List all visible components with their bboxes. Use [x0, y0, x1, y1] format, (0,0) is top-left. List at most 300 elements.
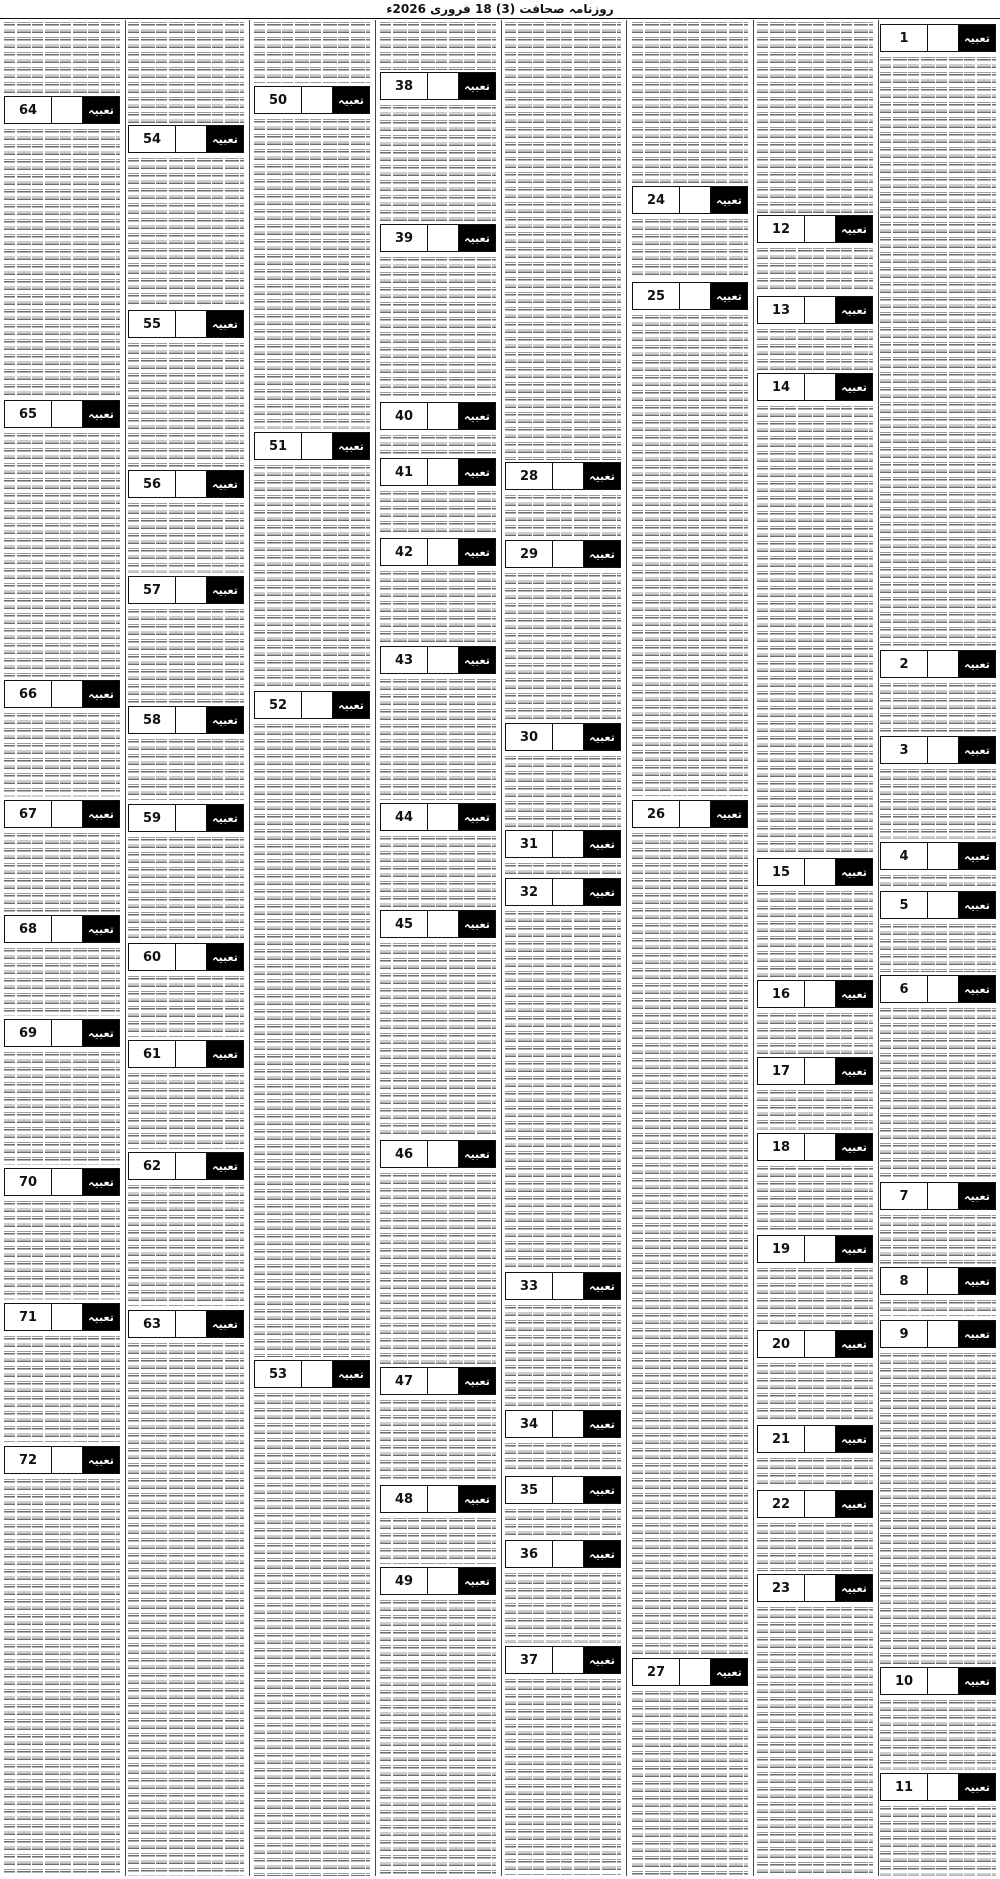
blank-cell [176, 126, 207, 152]
notice-number-box [505, 1272, 621, 1300]
notice-tag-label: تعبیہ [459, 911, 495, 937]
notice-tag-label: تعبیہ [711, 187, 747, 213]
blank-cell [553, 1411, 584, 1437]
notice-number-box [505, 1476, 621, 1504]
notice-tag-label: تعبیہ [959, 1268, 995, 1294]
article-text-block [505, 1571, 621, 1643]
notice-number-box [505, 830, 621, 858]
notice-number-box [757, 1057, 873, 1085]
blank-cell [680, 187, 711, 213]
notice-number: 25 [633, 283, 680, 309]
blank-cell [302, 433, 333, 459]
article-text-block [757, 246, 873, 293]
article-column [630, 20, 750, 1876]
article-column [252, 20, 372, 1876]
blank-cell [52, 1304, 83, 1330]
notice-number-box [380, 803, 496, 831]
notice-number: 48 [381, 1486, 428, 1512]
notice-number: 43 [381, 647, 428, 673]
notice-number-box [4, 800, 120, 828]
blank-cell [928, 1668, 959, 1694]
notice-tag-label: تعبیہ [459, 647, 495, 673]
notice-number-box [757, 373, 873, 401]
blank-cell [553, 724, 584, 750]
article-text-block [4, 1199, 120, 1300]
notice-number: 68 [5, 916, 52, 942]
blank-cell [176, 944, 207, 970]
notice-number: 52 [255, 692, 302, 718]
blank-cell [805, 1575, 836, 1601]
notice-number: 19 [758, 1236, 805, 1262]
article-text-block [880, 1804, 996, 1876]
notice-number-box [757, 1235, 873, 1263]
masthead: روزنامہ صحافت (3) 18 فروری 2026ء [0, 0, 1000, 19]
notice-number: 12 [758, 216, 805, 242]
notice-tag-label: تعبیہ [959, 1668, 995, 1694]
notice-tag-label: تعبیہ [836, 1236, 872, 1262]
blank-cell [553, 1647, 584, 1673]
notice-number-box [128, 125, 244, 153]
notice-tag-label: تعبیہ [207, 944, 243, 970]
notice-number-box [757, 858, 873, 886]
article-text-block [128, 1071, 244, 1149]
article-text-block [380, 103, 496, 221]
article-text-block [380, 1516, 496, 1564]
blank-cell [680, 1659, 711, 1685]
blank-cell [428, 1141, 459, 1167]
notice-number: 61 [129, 1041, 176, 1067]
notice-number-box [4, 680, 120, 708]
notice-number-box [128, 943, 244, 971]
blank-cell [176, 1311, 207, 1337]
blank-cell [928, 737, 959, 763]
article-text-block [128, 1341, 244, 1876]
article-text-block [757, 1521, 873, 1571]
notice-number: 44 [381, 804, 428, 830]
article-text-block [757, 1456, 873, 1487]
notice-number: 9 [881, 1321, 928, 1347]
blank-cell [52, 1169, 83, 1195]
blank-cell [52, 801, 83, 827]
column-divider [375, 20, 376, 1876]
notice-tag-label: تعبیہ [959, 976, 995, 1002]
notice-tag-label: تعبیہ [711, 283, 747, 309]
article-text-block [380, 20, 496, 70]
notice-number-box [380, 1485, 496, 1513]
notice-number-box [4, 915, 120, 943]
notice-number: 36 [506, 1541, 553, 1567]
notice-number-box [880, 1182, 996, 1210]
notice-number-box [380, 910, 496, 938]
notice-number: 45 [381, 911, 428, 937]
article-text-block [254, 20, 370, 84]
notice-tag-label: تعبیہ [459, 804, 495, 830]
article-text-block [128, 974, 244, 1037]
blank-cell [52, 97, 83, 123]
blank-cell [428, 459, 459, 485]
blank-cell [52, 681, 83, 707]
notice-tag-label: تعبیہ [333, 692, 369, 718]
blank-cell [928, 843, 959, 869]
notice-number: 11 [881, 1774, 928, 1800]
notice-tag-label: تعبیہ [83, 1020, 119, 1046]
article-text-block [880, 1006, 996, 1179]
notice-number: 53 [255, 1361, 302, 1387]
article-text-block [128, 341, 244, 467]
notice-number: 49 [381, 1568, 428, 1594]
notice-number-box [880, 736, 996, 764]
notice-number-box [757, 215, 873, 243]
notice-number: 18 [758, 1134, 805, 1160]
notice-tag-label: تعبیہ [584, 879, 620, 905]
notice-number: 71 [5, 1304, 52, 1330]
notice-number-box [128, 1152, 244, 1180]
article-text-block [128, 501, 244, 573]
article-text-block [757, 1266, 873, 1327]
article-text-block [757, 1164, 873, 1232]
notice-number-box [757, 296, 873, 324]
blank-cell [302, 1361, 333, 1387]
article-text-block [254, 117, 370, 429]
notice-number-box [380, 72, 496, 100]
notice-number: 22 [758, 1491, 805, 1517]
article-text-block [380, 255, 496, 399]
article-text-block [632, 831, 748, 1655]
notice-number: 54 [129, 126, 176, 152]
blank-cell [428, 1368, 459, 1394]
notice-number-box [254, 1360, 370, 1388]
notice-number-box [757, 1574, 873, 1602]
blank-cell [680, 801, 711, 827]
article-text-block [380, 1398, 496, 1482]
notice-number: 31 [506, 831, 553, 857]
article-text-block [757, 404, 873, 855]
notice-number: 51 [255, 433, 302, 459]
blank-cell [176, 577, 207, 603]
notice-number-box [632, 800, 748, 828]
blank-cell [680, 283, 711, 309]
notice-number-box [4, 1303, 120, 1331]
notice-tag-label: تعبیہ [207, 707, 243, 733]
blank-cell [928, 1268, 959, 1294]
notice-tag-label: تعبیہ [207, 1041, 243, 1067]
notice-number: 70 [5, 1169, 52, 1195]
notice-tag-label: تعبیہ [207, 805, 243, 831]
blank-cell [805, 297, 836, 323]
notice-number: 7 [881, 1183, 928, 1209]
article-text-block [757, 20, 873, 213]
notice-tag-label: تعبیہ [584, 1477, 620, 1503]
notice-tag-label: تعبیہ [959, 892, 995, 918]
blank-cell [805, 374, 836, 400]
notice-tag-label: تعبیہ [836, 297, 872, 323]
notice-number-box [632, 186, 748, 214]
column-divider [501, 20, 502, 1876]
column-divider [878, 20, 879, 1876]
article-text-block [757, 1361, 873, 1422]
notice-number-box [632, 1658, 748, 1686]
blank-cell [553, 541, 584, 567]
notice-number: 59 [129, 805, 176, 831]
notice-number: 38 [381, 73, 428, 99]
notice-tag-label: تعبیہ [333, 1361, 369, 1387]
notice-number: 34 [506, 1411, 553, 1437]
notice-number: 39 [381, 225, 428, 251]
notice-number: 57 [129, 577, 176, 603]
notice-number-box [4, 1446, 120, 1474]
article-column [2, 20, 122, 1876]
notice-number: 21 [758, 1426, 805, 1452]
article-text-block [505, 20, 621, 460]
notice-number: 58 [129, 707, 176, 733]
article-text-block [505, 1441, 621, 1473]
notice-number: 35 [506, 1477, 553, 1503]
notice-number: 69 [5, 1020, 52, 1046]
notice-tag-label: تعبیہ [959, 1183, 995, 1209]
notice-number-box [380, 538, 496, 566]
blank-cell [928, 1183, 959, 1209]
article-text-block [880, 1298, 996, 1317]
notice-number-box [880, 1773, 996, 1801]
article-text-block [880, 922, 996, 972]
notice-number-box [4, 400, 120, 428]
article-text-block [128, 835, 244, 940]
notice-number-box [757, 1330, 873, 1358]
notice-number: 28 [506, 463, 553, 489]
article-text-block [505, 909, 621, 1269]
notice-number-box [632, 282, 748, 310]
notice-number: 47 [381, 1368, 428, 1394]
notice-number: 66 [5, 681, 52, 707]
notice-number: 14 [758, 374, 805, 400]
article-text-block [632, 20, 748, 184]
blank-cell [805, 216, 836, 242]
article-text-block [505, 1507, 621, 1537]
article-text-block [757, 1011, 873, 1054]
notice-number: 41 [381, 459, 428, 485]
notice-number-box [4, 96, 120, 124]
notice-tag-label: تعبیہ [459, 73, 495, 99]
notice-tag-label: تعبیہ [83, 916, 119, 942]
article-text-block [128, 607, 244, 703]
article-text-block [4, 1334, 120, 1443]
blank-cell [428, 804, 459, 830]
notice-tag-label: تعبیہ [584, 463, 620, 489]
article-column [503, 20, 623, 1876]
notice-number: 23 [758, 1575, 805, 1601]
notice-number: 33 [506, 1273, 553, 1299]
blank-cell [928, 1774, 959, 1800]
blank-cell [553, 879, 584, 905]
notice-number: 40 [381, 403, 428, 429]
notice-tag-label: تعبیہ [207, 311, 243, 337]
blank-cell [553, 1273, 584, 1299]
notice-number: 4 [881, 843, 928, 869]
notice-number: 10 [881, 1668, 928, 1694]
notice-tag-label: تعبیہ [83, 97, 119, 123]
article-text-block [505, 754, 621, 827]
article-text-block [505, 1303, 621, 1407]
blank-cell [176, 311, 207, 337]
article-column [126, 20, 246, 1876]
notice-number: 30 [506, 724, 553, 750]
article-text-block [632, 217, 748, 279]
notice-number-box [254, 691, 370, 719]
notice-tag-label: تعبیہ [333, 433, 369, 459]
blank-cell [176, 707, 207, 733]
notice-number: 50 [255, 87, 302, 113]
article-text-block [505, 493, 621, 537]
notice-number-box [757, 980, 873, 1008]
blank-cell [176, 1041, 207, 1067]
article-text-block [380, 834, 496, 907]
notice-number: 29 [506, 541, 553, 567]
notice-number-box [128, 576, 244, 604]
notice-tag-label: تعبیہ [584, 1647, 620, 1673]
notice-number: 16 [758, 981, 805, 1007]
notice-number-box [880, 975, 996, 1003]
blank-cell [428, 1568, 459, 1594]
article-text-block [254, 1391, 370, 1876]
notice-number: 56 [129, 471, 176, 497]
notice-tag-label: تعبیہ [459, 1486, 495, 1512]
blank-cell [176, 805, 207, 831]
article-text-block [380, 1171, 496, 1364]
notice-tag-label: تعبیہ [83, 1304, 119, 1330]
notice-number-box [128, 706, 244, 734]
notice-tag-label: تعبیہ [959, 1321, 995, 1347]
blank-cell [553, 463, 584, 489]
blank-cell [52, 1020, 83, 1046]
notice-number-box [880, 1267, 996, 1295]
blank-cell [302, 692, 333, 718]
notice-number-box [505, 723, 621, 751]
article-text-block [880, 55, 996, 647]
notice-tag-label: تعبیہ [459, 1141, 495, 1167]
notice-tag-label: تعبیہ [459, 1568, 495, 1594]
blank-cell [805, 1134, 836, 1160]
notice-number: 60 [129, 944, 176, 970]
article-text-block [757, 889, 873, 977]
blank-cell [553, 1477, 584, 1503]
notice-tag-label: تعبیہ [584, 1273, 620, 1299]
article-text-block [128, 156, 244, 307]
notice-number-box [380, 646, 496, 674]
article-text-block [880, 767, 996, 839]
article-text-block [880, 873, 996, 888]
notice-number-box [128, 470, 244, 498]
notice-tag-label: تعبیہ [584, 541, 620, 567]
notice-tag-label: تعبیہ [83, 801, 119, 827]
notice-number-box [757, 1133, 873, 1161]
notice-number: 65 [5, 401, 52, 427]
blank-cell [428, 539, 459, 565]
notice-number-box [880, 842, 996, 870]
notice-tag-label: تعبیہ [836, 1575, 872, 1601]
notice-tag-label: تعبیہ [459, 459, 495, 485]
notice-number-box [505, 1410, 621, 1438]
article-text-block [4, 1477, 120, 1876]
article-text-block [4, 831, 120, 912]
notice-tag-label: تعبیہ [83, 681, 119, 707]
blank-cell [805, 1426, 836, 1452]
notice-tag-label: تعبیہ [959, 1774, 995, 1800]
notice-number-box [380, 1140, 496, 1168]
notice-tag-label: تعبیہ [836, 859, 872, 885]
article-text-block [757, 327, 873, 370]
notice-tag-label: تعبیہ [959, 737, 995, 763]
notice-number: 63 [129, 1311, 176, 1337]
notice-number: 62 [129, 1153, 176, 1179]
notice-tag-label: تعبیہ [959, 25, 995, 51]
article-text-block [254, 722, 370, 1357]
article-column [878, 20, 998, 1876]
notice-tag-label: تعبیہ [584, 831, 620, 857]
notice-number: 13 [758, 297, 805, 323]
notice-tag-label: تعبیہ [83, 401, 119, 427]
notice-tag-label: تعبیہ [207, 471, 243, 497]
blank-cell [428, 1486, 459, 1512]
notice-number: 3 [881, 737, 928, 763]
article-text-block [4, 431, 120, 677]
notice-number-box [4, 1168, 120, 1196]
notice-number: 27 [633, 1659, 680, 1685]
notice-tag-label: تعبیہ [207, 126, 243, 152]
notice-tag-label: تعبیہ [459, 403, 495, 429]
blank-cell [928, 892, 959, 918]
notice-number: 17 [758, 1058, 805, 1084]
blank-cell [805, 1331, 836, 1357]
notice-tag-label: تعبیہ [333, 87, 369, 113]
blank-cell [52, 916, 83, 942]
notice-tag-label: تعبیہ [836, 1331, 872, 1357]
article-text-block [380, 1598, 496, 1876]
article-text-block [128, 737, 244, 801]
article-text-block [4, 127, 120, 397]
notice-number: 32 [506, 879, 553, 905]
blank-cell [805, 1491, 836, 1517]
blank-cell [928, 1321, 959, 1347]
article-column [378, 20, 498, 1876]
notice-tag-label: تعبیہ [83, 1169, 119, 1195]
article-text-block [380, 569, 496, 643]
notice-tag-label: تعبیہ [711, 1659, 747, 1685]
notice-number-box [880, 891, 996, 919]
notice-number: 64 [5, 97, 52, 123]
notice-number-box [128, 310, 244, 338]
notice-number: 15 [758, 859, 805, 885]
notice-number-box [757, 1490, 873, 1518]
article-text-block [880, 1698, 996, 1770]
notice-number-box [380, 1567, 496, 1595]
notice-tag-label: تعبیہ [207, 1311, 243, 1337]
notice-tag-label: تعبیہ [836, 1058, 872, 1084]
notice-number-box [128, 804, 244, 832]
notice-tag-label: تعبیہ [959, 651, 995, 677]
blank-cell [176, 1153, 207, 1179]
column-divider [626, 20, 627, 1876]
blank-cell [928, 25, 959, 51]
article-text-block [4, 20, 120, 94]
article-text-block [380, 489, 496, 535]
blank-cell [52, 401, 83, 427]
blank-cell [428, 403, 459, 429]
notice-tag-label: تعبیہ [207, 577, 243, 603]
notice-number-box [380, 224, 496, 252]
article-text-block [380, 677, 496, 800]
notice-tag-label: تعبیہ [584, 724, 620, 750]
notice-number-box [505, 1540, 621, 1568]
